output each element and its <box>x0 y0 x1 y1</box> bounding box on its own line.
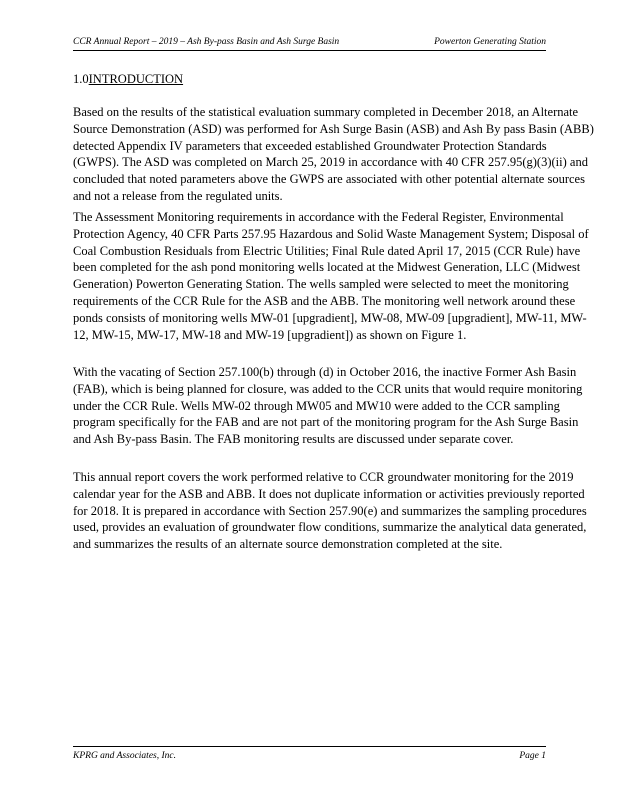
page-footer <box>73 751 546 765</box>
header-rule <box>73 50 546 51</box>
header-report-title: CCR Annual Report – 2019 – Ash By-pass Basin and Ash Surge Basin <box>73 37 340 47</box>
section-number: 1.0 <box>73 72 89 86</box>
paragraph-assessment-monitoring: The Assessment Monitoring requirements in accordance with the Federal Register, Environmental Protection Agency, 40 CFR Parts 257.95 Hazardous and Solid Waste Management System; Disposal of Coal Combustion Residuals from Electric Utilities; Final Rule dated April 17, 2015 (CCR Rule) have been completed for the ash pond monitoring wells located at the Midwest Generation, LLC (Midwest Generation) Powerton Generating Station. The wells sampled were selected to meet the monitoring requirements of the CCR Rule for the ASB and the ABB. The monitoring well network around these ponds consists of monitoring wells MW-01 [upgradient], MW-08, MW-09 [upgradient], MW-11, MW-12, MW-15, MW-17, MW-18 and MW-19 [upgradient]) as shown on Figure 1. <box>73 210 589 342</box>
section-heading <box>73 72 183 87</box>
footer-page-number: Page 1 <box>519 751 546 761</box>
paragraph-asd-summary: Based on the results of the statistical evaluation summary completed in December 2018, an Alternate Source Demonstration (ASD) was performed for Ash Surge Basin (ASB) and Ash By pass Basin (ABB) detected Appendix IV parameters that exceeded established Groundwater Protection Standards (GWPS). The ASD was completed on March 25, 2019 in accordance with 40 CFR 257.95(g)(3)(ii) and concluded that noted parameters above the GWPS are associated with other potential alternate sources and not a release from the regulated units. <box>73 105 594 203</box>
section-title: INTRODUCTION <box>88 72 184 86</box>
paragraph-former-ash-basin: With the vacating of Section 257.100(b) through (d) in October 2016, the inactive Former Ash Basin (FAB), which is being planned for closure, was added to the CCR units that would require monitoring under the CCR Rule. Wells MW-02 through MW05 and MW10 were added to the CCR sampling program specifically for the FAB and are not part of the monitoring program for the Ash Surge Basin and Ash By-pass Basin. The FAB monitoring results are discussed under separate cover. <box>73 365 583 447</box>
header-station-name: Powerton Generating Station <box>434 37 546 47</box>
page-header <box>73 37 546 51</box>
footer-rule <box>73 746 546 747</box>
paragraph-report-scope: This annual report covers the work performed relative to CCR groundwater monitoring for the 2019 calendar year for the ASB and ABB. It does not duplicate information or activities previously reported for 2018. It is prepared in accordance with Section 257.90(e) and summarizes the sampling procedures used, provides an evaluation of groundwater flow conditions, summarize the analytical data generated, and summarizes the results of an alternate source demonstration completed at the site. <box>73 470 587 552</box>
footer-company: KPRG and Associates, Inc. <box>73 751 176 761</box>
